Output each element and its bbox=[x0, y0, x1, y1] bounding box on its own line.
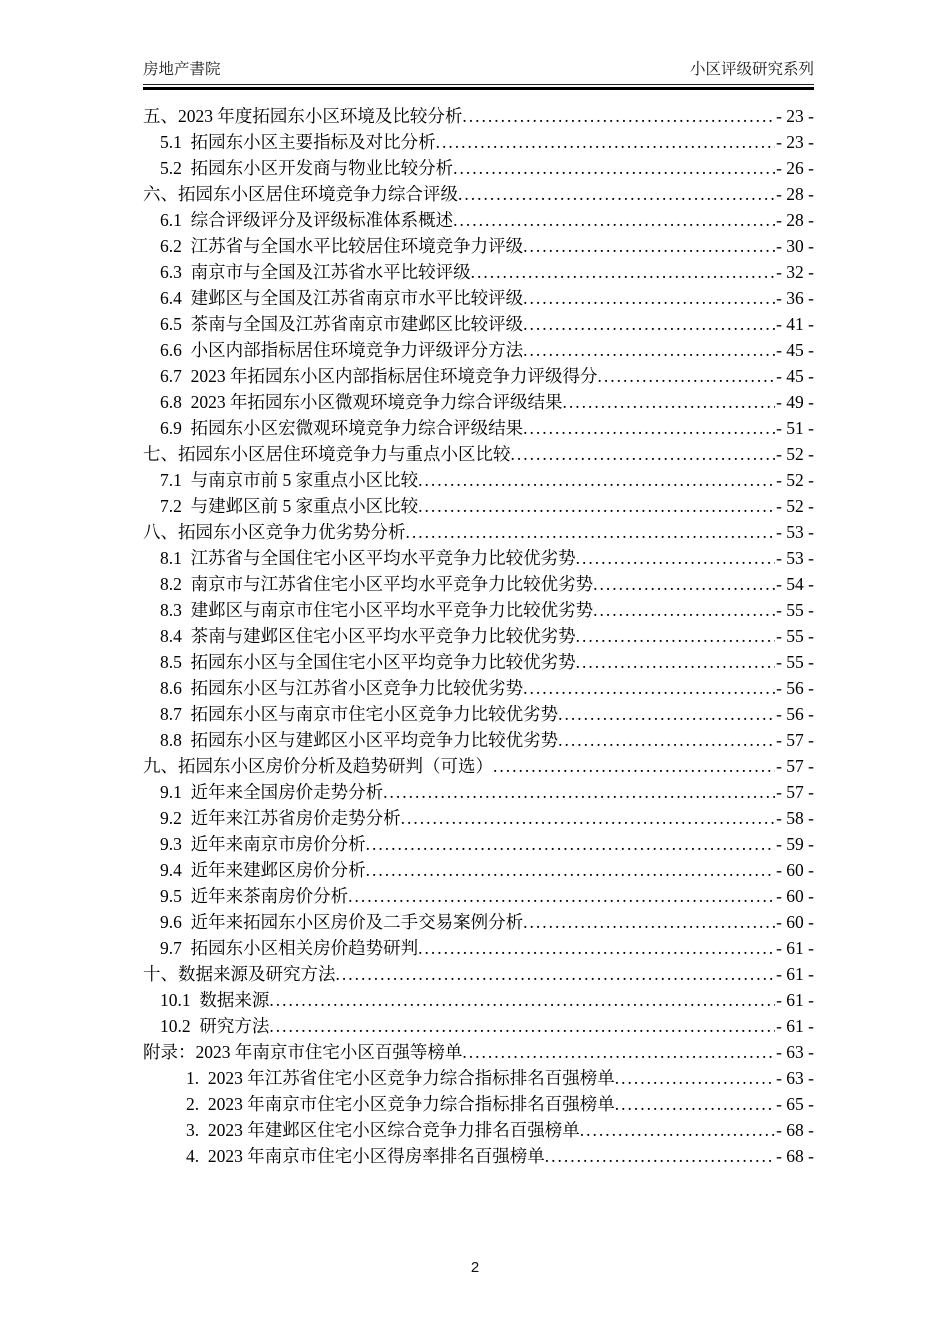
toc-entry-page-number: - 61 - bbox=[776, 964, 814, 984]
toc-entry[interactable] bbox=[143, 701, 814, 727]
toc-dot-leader bbox=[615, 1065, 775, 1091]
toc-entry[interactable] bbox=[143, 1091, 814, 1117]
toc-dot-leader bbox=[523, 909, 775, 935]
toc-entry-label: 5.2 拓园东小区开发商与物业比较分析 bbox=[160, 158, 454, 178]
toc-dot-leader bbox=[406, 519, 776, 545]
toc-entry-label: 8.8 拓园东小区与建邺区小区平均竞争力比较优劣势 bbox=[160, 730, 559, 750]
toc-entry-page-number: - 52 - bbox=[776, 496, 814, 516]
toc-dot-leader bbox=[593, 597, 775, 623]
toc-entry[interactable] bbox=[143, 857, 814, 883]
toc-entry-page-number: - 61 - bbox=[776, 938, 814, 958]
toc-entry-label: 9.7 拓园东小区相关房价趋势研判 bbox=[160, 938, 419, 958]
toc-dot-leader bbox=[269, 987, 775, 1013]
toc-entry[interactable] bbox=[143, 727, 814, 753]
toc-entry-page-number: - 55 - bbox=[776, 652, 814, 672]
toc-entry-page-number: - 56 - bbox=[776, 678, 814, 698]
toc-dot-leader bbox=[523, 311, 775, 337]
toc-entry-label: 6.2 江苏省与全国水平比较居住环境竞争力评级 bbox=[160, 236, 524, 256]
toc-entry[interactable] bbox=[143, 987, 814, 1013]
toc-dot-leader bbox=[336, 961, 776, 987]
toc-entry-label: 1. 2023 年江苏省住宅小区竞争力综合指标排名百强榜单 bbox=[186, 1068, 615, 1088]
toc-entry-page-number: - 56 - bbox=[776, 704, 814, 724]
toc-entry-label: 10.1 数据来源 bbox=[160, 990, 270, 1010]
toc-entry-page-number: - 60 - bbox=[776, 912, 814, 932]
toc-entry[interactable] bbox=[143, 909, 814, 935]
toc-entry[interactable] bbox=[143, 935, 814, 961]
toc-dot-leader bbox=[418, 467, 775, 493]
toc-entry[interactable] bbox=[143, 129, 814, 155]
toc-entry-label: 8.1 江苏省与全国住宅小区平均水平竞争力比较优劣势 bbox=[160, 548, 576, 568]
toc-entry-page-number: - 61 - bbox=[776, 990, 814, 1010]
toc-dot-leader bbox=[418, 935, 775, 961]
toc-dot-leader bbox=[366, 831, 775, 857]
toc-entry[interactable] bbox=[143, 623, 814, 649]
toc-entry-page-number: - 53 - bbox=[776, 548, 814, 568]
toc-entry-label: 7.1 与南京市前 5 家重点小区比较 bbox=[160, 470, 419, 490]
toc-entry-label: 六、拓园东小区居住环境竞争力综合评级 bbox=[143, 184, 458, 204]
toc-entry-page-number: - 59 - bbox=[776, 834, 814, 854]
toc-entry[interactable] bbox=[143, 155, 814, 181]
footer-page-number: 2 bbox=[470, 1259, 480, 1276]
toc-entry-label: 9.3 近年来南京市房价分析 bbox=[160, 834, 366, 854]
toc-entry-label: 七、拓园东小区居住环境竞争力与重点小区比较 bbox=[143, 444, 511, 464]
toc-dot-leader bbox=[523, 415, 775, 441]
toc-entry-label: 9.5 近年来茶南房价分析 bbox=[160, 886, 349, 906]
toc-entry[interactable] bbox=[143, 597, 814, 623]
toc-dot-leader bbox=[462, 1039, 775, 1065]
toc-entry-label: 5.1 拓园东小区主要指标及对比分析 bbox=[160, 132, 436, 152]
toc-entry-label: 10.2 研究方法 bbox=[160, 1016, 270, 1036]
toc-dot-leader bbox=[401, 805, 775, 831]
toc-entry[interactable] bbox=[143, 1039, 814, 1065]
toc-dot-leader bbox=[523, 337, 775, 363]
toc-dot-leader bbox=[458, 181, 775, 207]
toc-dot-leader bbox=[580, 1117, 775, 1143]
toc-entry[interactable] bbox=[143, 1013, 814, 1039]
toc-dot-leader bbox=[383, 779, 775, 805]
toc-dot-leader bbox=[615, 1091, 775, 1117]
header-left-title: 房地产書院 bbox=[143, 61, 221, 78]
toc-entry[interactable] bbox=[143, 675, 814, 701]
toc-entry-label: 附录：2023 年南京市住宅小区百强等榜单 bbox=[143, 1042, 463, 1062]
toc-entry-page-number: - 61 - bbox=[776, 1016, 814, 1036]
toc-entry[interactable] bbox=[143, 649, 814, 675]
toc-entry[interactable] bbox=[143, 805, 814, 831]
toc-entry[interactable] bbox=[143, 259, 814, 285]
toc-entry[interactable] bbox=[143, 831, 814, 857]
toc-entry[interactable] bbox=[143, 493, 814, 519]
toc-entry-page-number: - 60 - bbox=[776, 860, 814, 880]
toc-entry[interactable] bbox=[143, 233, 814, 259]
toc-entry-label: 6.8 2023 年拓园东小区微观环境竞争力综合评级结果 bbox=[160, 392, 563, 412]
toc-entry-page-number: - 23 - bbox=[776, 132, 814, 152]
toc-entry-label: 8.3 建邺区与南京市住宅小区平均水平竞争力比较优劣势 bbox=[160, 600, 594, 620]
header-rule-thin bbox=[143, 84, 814, 85]
toc-dot-leader bbox=[523, 285, 775, 311]
toc-entry-label: 6.5 茶南与全国及江苏省南京市建邺区比较评级 bbox=[160, 314, 524, 334]
toc-dot-leader bbox=[545, 1143, 775, 1169]
page-footer bbox=[0, 1258, 950, 1278]
toc-entry[interactable] bbox=[143, 181, 814, 207]
toc-entry-label: 6.6 小区内部指标居住环境竞争力评级评分方法 bbox=[160, 340, 524, 360]
toc-entry[interactable] bbox=[143, 415, 814, 441]
toc-entry-page-number: - 54 - bbox=[776, 574, 814, 594]
toc-dot-leader bbox=[418, 493, 775, 519]
header-right-title: 小区评级研究系列 bbox=[689, 61, 814, 78]
header-rule-thick bbox=[143, 87, 814, 90]
toc-dot-leader bbox=[462, 103, 775, 129]
toc-entry[interactable] bbox=[143, 545, 814, 571]
toc-entry-page-number: - 28 - bbox=[776, 210, 814, 230]
toc-entry-label: 6.3 南京市与全国及江苏省水平比较评级 bbox=[160, 262, 471, 282]
toc-dot-leader bbox=[453, 207, 775, 233]
toc-dot-leader bbox=[576, 649, 775, 675]
toc-dot-leader bbox=[453, 155, 775, 181]
toc-entry-label: 4. 2023 年南京市住宅小区得房率排名百强榜单 bbox=[186, 1146, 545, 1166]
toc-dot-leader bbox=[523, 233, 775, 259]
toc-dot-leader bbox=[593, 571, 775, 597]
page-header bbox=[143, 60, 814, 80]
toc-entry[interactable] bbox=[143, 337, 814, 363]
toc-entry-label: 8.7 拓园东小区与南京市住宅小区竞争力比较优劣势 bbox=[160, 704, 559, 724]
toc-entry-label: 9.2 近年来江苏省房价走势分析 bbox=[160, 808, 401, 828]
toc-entry[interactable] bbox=[143, 467, 814, 493]
toc-entry-page-number: - 55 - bbox=[776, 600, 814, 620]
toc-entry-page-number: - 57 - bbox=[776, 756, 814, 776]
toc-entry-label: 7.2 与建邺区前 5 家重点小区比较 bbox=[160, 496, 419, 516]
toc-entry-page-number: - 68 - bbox=[776, 1146, 814, 1166]
toc-dot-leader bbox=[558, 727, 775, 753]
toc-dot-leader bbox=[563, 389, 776, 415]
toc-dot-leader bbox=[348, 883, 775, 909]
toc-dot-leader bbox=[558, 701, 775, 727]
toc-entry[interactable] bbox=[143, 389, 814, 415]
toc-dot-leader bbox=[523, 675, 775, 701]
toc-entry[interactable] bbox=[143, 103, 814, 129]
toc-entry-page-number: - 51 - bbox=[776, 418, 814, 438]
toc-entry-page-number: - 63 - bbox=[776, 1042, 814, 1062]
toc-entry-label: 6.4 建邺区与全国及江苏省南京市水平比较评级 bbox=[160, 288, 524, 308]
toc-dot-leader bbox=[598, 363, 776, 389]
toc-entry-label: 五、2023 年度拓园东小区环境及比较分析 bbox=[143, 106, 463, 126]
toc-entry[interactable] bbox=[143, 285, 814, 311]
toc-dot-leader bbox=[576, 545, 775, 571]
toc-entry[interactable] bbox=[143, 441, 814, 467]
toc-entry-label: 6.9 拓园东小区宏微观环境竞争力综合评级结果 bbox=[160, 418, 524, 438]
toc-entry-page-number: - 68 - bbox=[776, 1120, 814, 1140]
toc-entry-page-number: - 57 - bbox=[776, 782, 814, 802]
toc-entry-label: 8.6 拓园东小区与江苏省小区竞争力比较优劣势 bbox=[160, 678, 524, 698]
toc-dot-leader bbox=[511, 441, 776, 467]
toc-entry-label: 3. 2023 年建邺区住宅小区综合竞争力排名百强榜单 bbox=[186, 1120, 580, 1140]
toc-entry-page-number: - 52 - bbox=[776, 470, 814, 490]
toc-entry-label: 九、拓园东小区房价分析及趋势研判（可选） bbox=[143, 756, 493, 776]
toc-entry-page-number: - 55 - bbox=[776, 626, 814, 646]
toc-entry-label: 9.6 近年来拓园东小区房价及二手交易案例分析 bbox=[160, 912, 524, 932]
toc-entry[interactable] bbox=[143, 311, 814, 337]
toc-dot-leader bbox=[493, 753, 775, 779]
toc-entry-page-number: - 63 - bbox=[776, 1068, 814, 1088]
toc-entry-page-number: - 45 - bbox=[776, 340, 814, 360]
toc-dot-leader bbox=[269, 1013, 775, 1039]
toc-entry-page-number: - 57 - bbox=[776, 730, 814, 750]
toc-entry[interactable] bbox=[143, 571, 814, 597]
toc-entry-page-number: - 65 - bbox=[776, 1094, 814, 1114]
toc-dot-leader bbox=[366, 857, 775, 883]
toc-entry-page-number: - 36 - bbox=[776, 288, 814, 308]
toc-entry-page-number: - 52 - bbox=[776, 444, 814, 464]
toc-entry-page-number: - 53 - bbox=[776, 522, 814, 542]
toc-entry-label: 2. 2023 年南京市住宅小区竞争力综合指标排名百强榜单 bbox=[186, 1094, 615, 1114]
toc-entry-page-number: - 49 - bbox=[776, 392, 814, 412]
toc-entry[interactable] bbox=[143, 1117, 814, 1143]
toc-entry[interactable] bbox=[143, 883, 814, 909]
toc-entry-page-number: - 23 - bbox=[776, 106, 814, 126]
toc-entry-label: 6.7 2023 年拓园东小区内部指标居住环境竞争力评级得分 bbox=[160, 366, 598, 386]
toc-entry-page-number: - 45 - bbox=[776, 366, 814, 386]
toc-entry-label: 8.5 拓园东小区与全国住宅小区平均竞争力比较优劣势 bbox=[160, 652, 576, 672]
toc-entry-label: 8.2 南京市与江苏省住宅小区平均水平竞争力比较优劣势 bbox=[160, 574, 594, 594]
toc-entry[interactable] bbox=[143, 363, 814, 389]
toc-entry-page-number: - 41 - bbox=[776, 314, 814, 334]
toc-entry-label: 8.4 茶南与建邺区住宅小区平均水平竞争力比较优劣势 bbox=[160, 626, 576, 646]
toc-dot-leader bbox=[436, 129, 775, 155]
toc-entry[interactable] bbox=[143, 753, 814, 779]
toc-entry-page-number: - 32 - bbox=[776, 262, 814, 282]
toc-entry-page-number: - 58 - bbox=[776, 808, 814, 828]
toc-entry-label: 十、数据来源及研究方法 bbox=[143, 964, 336, 984]
toc-entry-label: 6.1 综合评级评分及评级标准体系概述 bbox=[160, 210, 454, 230]
toc-entry[interactable] bbox=[143, 1143, 814, 1169]
toc-entry-label: 八、拓园东小区竞争力优劣势分析 bbox=[143, 522, 406, 542]
toc-entry[interactable] bbox=[143, 961, 814, 987]
toc-list bbox=[143, 103, 814, 1169]
toc-entry-page-number: - 26 - bbox=[776, 158, 814, 178]
toc-entry-page-number: - 60 - bbox=[776, 886, 814, 906]
toc-entry[interactable] bbox=[143, 1065, 814, 1091]
toc-entry-label: 9.4 近年来建邺区房价分析 bbox=[160, 860, 366, 880]
toc-entry-label: 9.1 近年来全国房价走势分析 bbox=[160, 782, 384, 802]
toc-dot-leader bbox=[471, 259, 775, 285]
toc-entry[interactable] bbox=[143, 207, 814, 233]
toc-entry-page-number: - 30 - bbox=[776, 236, 814, 256]
toc-entry[interactable] bbox=[143, 779, 814, 805]
toc-entry[interactable] bbox=[143, 519, 814, 545]
toc-dot-leader bbox=[576, 623, 775, 649]
toc-entry-page-number: - 28 - bbox=[776, 184, 814, 204]
